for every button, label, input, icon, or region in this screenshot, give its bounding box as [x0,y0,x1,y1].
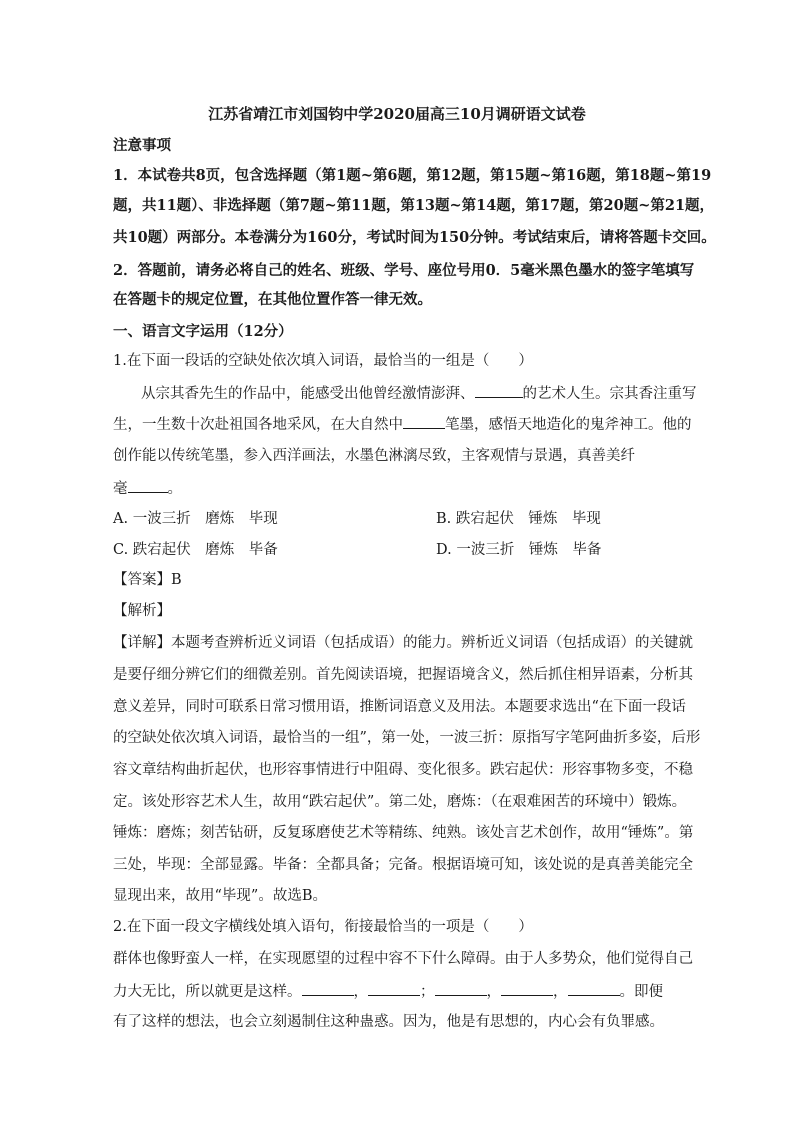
fill-blank [128,478,168,493]
fill-blank [302,981,354,996]
notice-heading: 注意事项 [113,137,171,154]
question-2-stem: 2.在下面一段文字横线处填入语句，衔接最恰当的一项是（ ） [113,919,533,935]
q2-text-line: 有了这样的想法，也会立刻遏制住这种蛊惑。因为，他是有思想的，内心会有负罪感。 [113,1014,664,1030]
passage-text: 笔墨，感悟天地造化的鬼斧神工。他的 [445,417,692,433]
option-d: D. 一波三折 锤炼 毕备 [436,542,602,558]
exam-title: 江苏省靖江市刘国钧中学2020届高三10月调研语文试卷 [208,105,586,123]
q2-separator: ， [353,984,368,1000]
passage-text: 。 [167,481,182,497]
analysis-line: 是要仔细分辨它们的细微差别。首先阅读语境，把握语境含义，然后抓住相异语素，分析其 [113,667,693,683]
fill-blank [368,981,420,996]
analysis-heading: 【解析】 [113,603,171,619]
q1-passage-line [113,478,683,499]
section-heading: 一、语言文字运用（12分） [113,323,293,340]
q1-passage-line [113,414,692,435]
analysis-line: 的空缺处依次填入词语，最恰当的一组”，第一处，一波三折：原指写字笔阿曲折多姿，后形 [113,730,701,746]
passage-text: 的艺术人生。宗其香注重写 [522,386,697,402]
notice-line: 2．答题前，请务必将自己的姓名、班级、学号、座位号用0．5毫米黑色墨水的签字笔填写 [113,262,695,279]
fill-blank [475,383,523,398]
analysis-line: 显现出来，故用“毕现”。故选B。 [113,888,327,904]
fill-blank [403,414,445,429]
passage-text: 生，一生数十次赴祖国各地采风，在大自然中 [113,417,403,433]
q1-passage-line: 创作能以传统笔墨，参入西洋画法，水墨色淋漓尽致，主客观情与景遇，真善美纤 [113,448,635,464]
option-c: C. 跌宕起伏 磨炼 毕备 [113,542,278,558]
question-1-stem: 1.在下面一段话的空缺处依次填入词语，最恰当的一组是（ ） [113,353,533,369]
q2-separator: ， [486,984,501,1000]
q2-text: 。即便 [619,984,663,1000]
analysis-line: 【详解】本题考查辨析近义词语（包括成语）的能力。辨析近义词语（包括成语）的关键就 [113,635,693,651]
fill-blank [568,981,620,996]
fill-blank [435,981,487,996]
notice-line: 在答题卡的规定位置，在其他位置作答一律无效。 [113,291,432,308]
analysis-line: 定。该处形容艺术人生，故用“跌宕起伏”。第二处，磨炼：（在艰难困苦的环境中）锻炼。 [113,794,687,810]
q2-separator: ， [553,984,568,1000]
passage-text: 毫 [113,481,128,497]
q2-text: 力大无比，所以就更是这样。 [113,984,302,1000]
q2-text-line: 群体也像野蛮人一样，在实现愿望的过程中容不下什么障碍。由于人多势众，他们觉得自己 [113,951,693,967]
fill-blank [501,981,553,996]
notice-line: 1．本试卷共8页，包含选择题（第1题~第6题，第12题，第15题~第16题，第18题~第19 [113,167,712,184]
q1-passage-line [141,383,697,404]
q2-text-line [113,981,683,1002]
passage-text: 从宗其香先生的作品中，能感受出他曾经激情澎湃、 [141,386,475,402]
notice-line: 共10题）两部分。本卷满分为160分，考试时间为150分钟。考试结束后，请将答题卡交回。 [113,229,716,246]
option-a: A. 一波三折 磨炼 毕现 [113,511,278,527]
notice-line: 题，共11题）、非选择题（第7题~第11题，第13题~第14题，第17题，第20题~第21题， [113,197,715,214]
option-b: B. 跌宕起伏 锤炼 毕现 [436,511,601,527]
analysis-line: 锤炼：磨炼；刻苦钻研，反复琢磨使艺术等精练、纯熟。该处言艺术创作，故用“锤炼”。第 [113,825,694,841]
analysis-line: 容文章结构曲折起伏，也形容事情进行中阻碍、变化很多。跌宕起伏：形容事物多变，不稳 [113,762,693,778]
answer-label: 【答案】B [113,572,182,588]
analysis-line: 三处，毕现：全部显露。毕备：全都具备；完备。根据语境可知，该处说的是真善美能完全 [113,857,693,873]
q2-separator: ； [420,984,435,1000]
analysis-line: 意义差异，同时可联系日常习惯用语，推断词语意义及用法。本题要求选出“在下面一段话 [113,699,686,715]
